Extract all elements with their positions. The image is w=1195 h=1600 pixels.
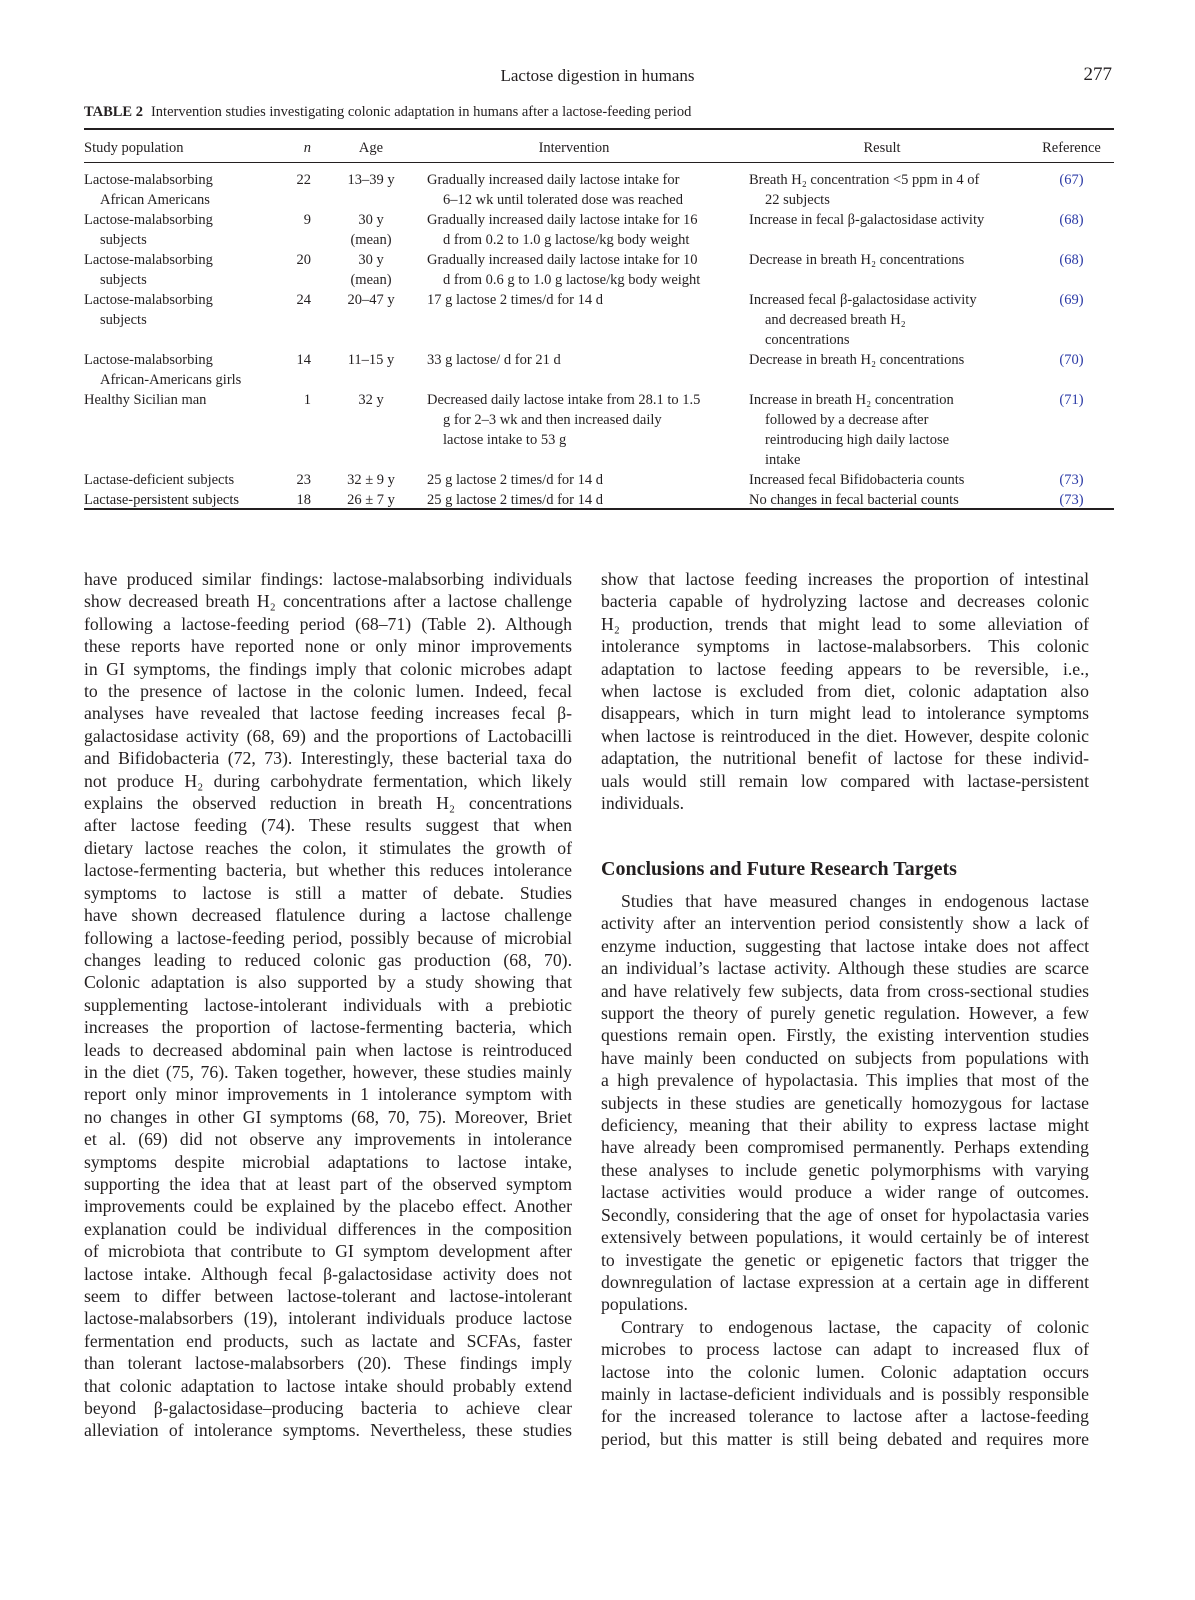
text-line: improvements could be explained by the placebo effect. Another <box>84 1196 572 1217</box>
cell-line: 11–15 y <box>347 352 395 368</box>
text-line: populations. <box>601 1294 688 1315</box>
text-line: a high prevalence of hypolactasia. This implies that most of the <box>601 1070 1089 1091</box>
cell-reference: (73) <box>1059 472 1084 488</box>
cell-line: 25 g lactose 2 times/d for 14 d <box>427 472 603 488</box>
cell-age <box>329 490 413 510</box>
cell-line: 30 y <box>358 212 384 228</box>
text-line: lactose intake. Although fecal β-galactosidase activity does not <box>84 1263 572 1284</box>
text-line: beyond β-galactosidase–producing bacteria to achieve clear <box>84 1398 572 1419</box>
text-line: of microbiota that contribute to GI symptom development after <box>84 1241 572 1262</box>
text-line: following a lactose-feeding period (68–71) (Table 2). Although <box>84 613 572 634</box>
text-line: no changes in other GI symptoms (68, 70, 75). Moreover, Briet <box>84 1106 572 1127</box>
text-line: extensively between populations, it would certainly be of interest <box>601 1227 1089 1248</box>
text-line: lactose into the colonic lumen. Colonic adaptation occurs <box>601 1361 1089 1382</box>
cell-reference: (68) <box>1059 252 1084 268</box>
running-title: Lactose digestion in humans <box>500 66 695 85</box>
text-line: show decreased breath H₂ concentrations after a lactose challenge <box>84 591 572 612</box>
text-line: increases the proportion of lactose-fermenting bacteria, which <box>84 1017 572 1038</box>
text-line: show that lactose feeding increases the proportion of intestinal <box>601 569 1089 589</box>
col-header-population: Study population <box>84 140 184 156</box>
table-header-row <box>84 136 1114 166</box>
text-line: to investigate the genetic or epigenetic factors that trigger the <box>601 1249 1089 1270</box>
cell-result <box>735 470 1029 490</box>
cell-line: 25 g lactose 2 times/d for 14 d <box>427 492 603 508</box>
cell-intervention <box>413 390 735 470</box>
cell-study-population <box>84 290 277 350</box>
text-line: for the increased tolerance to lactose after a lactose-feeding <box>601 1406 1089 1427</box>
text-line: when lactose is reintroduced in the diet. However, despite colonic <box>601 725 1089 746</box>
table-row <box>84 350 1114 390</box>
cell-line: African-Americans girls <box>100 372 242 388</box>
table-row <box>84 490 1114 510</box>
cell-intervention <box>413 250 735 290</box>
cell-line: Decrease in breath H₂ concentrations <box>749 352 965 368</box>
text-line: enzyme induction, suggesting that lactose intake does not affect <box>601 935 1089 956</box>
cell-result <box>735 166 1029 210</box>
text-line: these reports have reported none or only minor improvements <box>84 636 572 657</box>
section-body-text <box>601 890 1089 1450</box>
cell-study-population <box>84 470 277 490</box>
text-line: these analyses to include genetic polymorphisms with varying <box>601 1159 1089 1180</box>
text-line: dietary lactose reaches the colon, it stimulates the growth of <box>84 837 572 858</box>
cell-line: Healthy Sicilian man <box>84 392 207 408</box>
text-line: to the presence of lactose in the colonic lumen. Indeed, fecal <box>84 681 572 702</box>
text-line: fermentation end products, such as lactate and SCFAs, faster <box>84 1330 572 1351</box>
cell-age <box>329 210 413 250</box>
cell-line: lactose intake to 53 g <box>443 432 567 448</box>
cell-line: Increased fecal β-galactosidase activity <box>749 292 977 308</box>
text-line: Studies that have measured changes in endogenous lactase <box>621 891 1089 911</box>
text-line: bacteria capable of hydrolyzing lactose and decreases colonic <box>601 591 1089 612</box>
intervention-table <box>84 136 1114 510</box>
cell-line: 20–47 y <box>347 292 395 308</box>
cell-line: Gradually increased daily lactose intake for <box>427 172 680 188</box>
table-top-rule <box>84 128 1114 130</box>
table-label: TABLE 2 <box>84 104 143 120</box>
text-line: have already been compromised permanently. Perhaps extending <box>601 1137 1089 1158</box>
cell-n: 20 <box>296 252 311 268</box>
cell-study-population <box>84 250 277 290</box>
text-line: analyses have revealed that lactose feeding increases fecal β- <box>84 703 572 724</box>
text-line: have shown decreased flatulence during a lactose challenge <box>84 905 572 926</box>
text-line: microbes to process lactose can adapt to increased flux of <box>601 1339 1089 1360</box>
cell-intervention <box>413 490 735 510</box>
page-number: 277 <box>1083 64 1112 85</box>
text-line: have produced similar findings: lactose-malabsorbing individuals <box>84 569 572 589</box>
cell-n: 24 <box>296 292 311 308</box>
text-line: that colonic adaptation to lactose intake should probably extend <box>84 1375 572 1396</box>
col-header-intervention: Intervention <box>538 140 610 156</box>
cell-result <box>735 490 1029 510</box>
text-line: supplementing lactose-intolerant individuals with a prebiotic <box>84 994 572 1015</box>
text-line: individuals. <box>601 793 685 814</box>
cell-line: Increase in fecal β-galactosidase activity <box>749 212 985 228</box>
cell-study-population <box>84 166 277 210</box>
cell-intervention <box>413 166 735 210</box>
text-line: galactosidase activity (68, 69) and the proportions of Lactobacilli <box>84 725 572 746</box>
text-line: adaptation, the nutritional benefit of lactose for these individ- <box>601 748 1089 769</box>
text-line: and have relatively few subjects, data from cross-sectional studies <box>601 980 1089 1001</box>
cell-line: 32 ± 9 y <box>347 472 395 488</box>
cell-line: Lactose-malabsorbing <box>84 292 213 308</box>
section-heading: Conclusions and Future Research Targets <box>601 858 957 880</box>
text-line: questions remain open. Firstly, the existing intervention studies <box>601 1025 1089 1046</box>
cell-line: 6–12 wk until tolerated dose was reached <box>443 192 683 208</box>
text-line: support the theory of purely genetic regulation. However, a few <box>601 1003 1089 1024</box>
cell-line: Decrease in breath H₂ concentrations <box>749 252 965 268</box>
table-row <box>84 390 1114 470</box>
cell-line: followed by a decrease after <box>765 412 929 428</box>
cell-line: subjects <box>100 232 147 248</box>
text-line: in GI symptoms, the findings imply that colonic microbes adapt <box>84 658 572 679</box>
text-line: than tolerant lactose-malabsorbers (20). These findings imply <box>84 1353 572 1374</box>
cell-line: 33 g lactose/ d for 21 d <box>427 352 561 368</box>
text-line: supporting the idea that at least part of the observed symptom <box>84 1173 572 1194</box>
cell-line: intake <box>765 452 801 468</box>
cell-line: and decreased breath H₂ <box>765 312 906 328</box>
text-line: mainly in lactase-deficient individuals and is possibly responsible <box>601 1383 1089 1404</box>
cell-line: d from 0.2 to 1.0 g lactose/kg body weight <box>443 232 690 248</box>
cell-line: Breath H₂ concentration <5 ppm in 4 of <box>749 172 980 188</box>
text-line: symptoms despite microbial adaptations to lactose intake, <box>84 1151 572 1172</box>
cell-result <box>735 350 1029 390</box>
cell-study-population <box>84 490 277 510</box>
text-line: lactose-fermenting bacteria, but whether this reduces intolerance <box>84 860 572 881</box>
cell-line: African Americans <box>100 192 210 208</box>
cell-line: Lactose-malabsorbing <box>84 352 213 368</box>
cell-study-population <box>84 390 277 470</box>
cell-reference: (69) <box>1059 292 1084 308</box>
cell-line: Lactose-malabsorbing <box>84 172 213 188</box>
cell-study-population <box>84 210 277 250</box>
cell-age <box>329 350 413 390</box>
text-line: disappears, which in turn might lead to intolerance symptoms <box>601 703 1089 724</box>
text-line: leads to decreased abdominal pain when lactose is reintroduced <box>84 1039 572 1060</box>
text-line: alleviation of intolerance symptoms. Nevertheless, these studies <box>84 1420 572 1441</box>
cell-line: reintroducing high daily lactose <box>765 432 950 448</box>
cell-result <box>735 210 1029 250</box>
text-line: following a lactose-feeding period, possibly because of microbial <box>84 927 572 948</box>
cell-result <box>735 390 1029 470</box>
text-line: report only minor improvements in 1 intolerance symptom with <box>84 1084 572 1105</box>
cell-line: Lactose-malabsorbing <box>84 212 213 228</box>
col-header-age: Age <box>358 140 384 156</box>
col-header-reference: Reference <box>1042 140 1101 156</box>
cell-reference: (68) <box>1059 212 1084 228</box>
table-row <box>84 166 1114 210</box>
text-line: when lactose is excluded from diet, colonic adaptation also <box>601 681 1089 702</box>
cell-intervention <box>413 350 735 390</box>
text-line: period, but this matter is still being debated and requires more <box>601 1428 1089 1449</box>
text-line: activity after an intervention period consistently show a lack of <box>601 913 1089 934</box>
text-line: an individual’s lactase activity. Although these studies are scarce <box>601 958 1089 979</box>
text-line: adaptation to lactose feeding appears to be reversible, i.e., <box>601 658 1089 679</box>
cell-line: Gradually increased daily lactose intake for 10 <box>427 252 698 268</box>
text-line: downregulation of lactase expression at a certain age in different <box>601 1271 1089 1292</box>
cell-line: subjects <box>100 312 147 328</box>
cell-n: 9 <box>303 212 311 228</box>
text-line: intolerance symptoms in lactose-malabsorbers. This colonic <box>601 636 1089 657</box>
cell-age <box>329 166 413 210</box>
cell-line: g for 2–3 wk and then increased daily <box>443 412 662 428</box>
text-line: subjects in these studies are genetically homozygous for lactase <box>601 1092 1089 1113</box>
cell-line: d from 0.6 g to 1.0 g lactose/kg body weight <box>443 272 701 288</box>
text-line: lactase activities would produce a wider range of outcomes. <box>601 1182 1089 1203</box>
text-line: changes leading to reduced colonic gas production (68, 70). <box>84 949 572 970</box>
col-header-n: n <box>303 140 311 156</box>
cell-reference: (67) <box>1059 172 1084 188</box>
cell-line: Lactase-persistent subjects <box>84 492 240 508</box>
text-line: Colonic adaptation is also supported by a study showing that <box>84 972 572 993</box>
text-line: not produce H₂ during carbohydrate fermentation, which likely <box>84 770 572 791</box>
text-line: Contrary to endogenous lactase, the capacity of colonic <box>621 1316 1089 1337</box>
cell-line: 17 g lactose 2 times/d for 14 d <box>427 292 603 308</box>
cell-age <box>329 470 413 490</box>
cell-n: 23 <box>296 472 311 488</box>
cell-reference: (71) <box>1059 392 1084 408</box>
text-line: symptoms to lactose is still a matter of debate. Studies <box>84 882 572 903</box>
text-line: and Bifidobacteria (72, 73). Interestingly, these bacterial taxa do <box>84 748 572 769</box>
cell-line: 32 y <box>358 392 384 408</box>
right-column-text <box>601 568 1089 814</box>
cell-line: Lactase-deficient subjects <box>84 472 235 488</box>
text-line: H₂ production, trends that might lead to some alleviation of <box>601 613 1089 634</box>
text-line: have mainly been conducted on subjects from populations with <box>601 1047 1089 1068</box>
cell-line: Gradually increased daily lactose intake for 16 <box>427 212 698 228</box>
cell-line: No changes in fecal bacterial counts <box>749 492 959 508</box>
cell-age <box>329 390 413 470</box>
cell-result <box>735 250 1029 290</box>
cell-n: 22 <box>296 172 311 188</box>
text-line: explains the observed reduction in breath H₂ concentrations <box>84 793 572 814</box>
cell-line: 22 subjects <box>765 192 830 208</box>
table-row <box>84 290 1114 350</box>
cell-n: 18 <box>296 492 311 508</box>
left-column-text <box>84 568 572 1442</box>
cell-reference: (70) <box>1059 352 1084 368</box>
cell-line: (mean) <box>350 272 392 288</box>
col-header-result: Result <box>863 140 901 156</box>
cell-line: concentrations <box>765 332 850 348</box>
text-line: deficiency, meaning that their ability to express lactase might <box>601 1115 1089 1136</box>
text-line: in the diet (75, 76). Taken together, however, these studies mainly <box>84 1061 572 1082</box>
table-caption-text: Intervention studies investigating colonic adaptation in humans after a lactose-feeding period <box>150 104 692 120</box>
cell-line: (mean) <box>350 232 392 248</box>
cell-n: 1 <box>303 392 311 408</box>
text-line: seem to differ between lactose-tolerant and lactose-intolerant <box>84 1286 572 1306</box>
cell-line: Decreased daily lactose intake from 28.1 to 1.5 <box>427 392 701 408</box>
table-row <box>84 250 1114 290</box>
cell-line: Lactose-malabsorbing <box>84 252 213 268</box>
cell-line: 13–39 y <box>347 172 395 188</box>
cell-intervention <box>413 290 735 350</box>
text-line: after lactose feeding (74). These results suggest that when <box>84 815 572 836</box>
cell-line: 30 y <box>358 252 384 268</box>
cell-line: Increased fecal Bifidobacteria counts <box>749 472 965 488</box>
text-line: et al. (69) did not observe any improvements in intolerance <box>84 1129 572 1150</box>
cell-line: subjects <box>100 272 147 288</box>
text-line: lactose-malabsorbers (19), intolerant individuals produce lactose <box>84 1308 572 1329</box>
cell-age <box>329 290 413 350</box>
cell-intervention <box>413 210 735 250</box>
cell-reference: (73) <box>1059 492 1084 508</box>
text-line: Secondly, considering that the age of onset for hypolactasia varies <box>601 1204 1089 1225</box>
cell-n: 14 <box>296 352 311 368</box>
text-line: uals would still remain low compared with lactase-persistent <box>601 770 1089 791</box>
cell-result <box>735 290 1029 350</box>
cell-study-population <box>84 350 277 390</box>
table-caption <box>84 104 1114 121</box>
cell-line: Increase in breath H₂ concentration <box>749 392 954 408</box>
text-line: explanation could be individual differences in the composition <box>84 1218 572 1239</box>
cell-age <box>329 250 413 290</box>
cell-intervention <box>413 470 735 490</box>
table-row <box>84 210 1114 250</box>
cell-line: 26 ± 7 y <box>347 492 395 508</box>
table-row <box>84 470 1114 490</box>
